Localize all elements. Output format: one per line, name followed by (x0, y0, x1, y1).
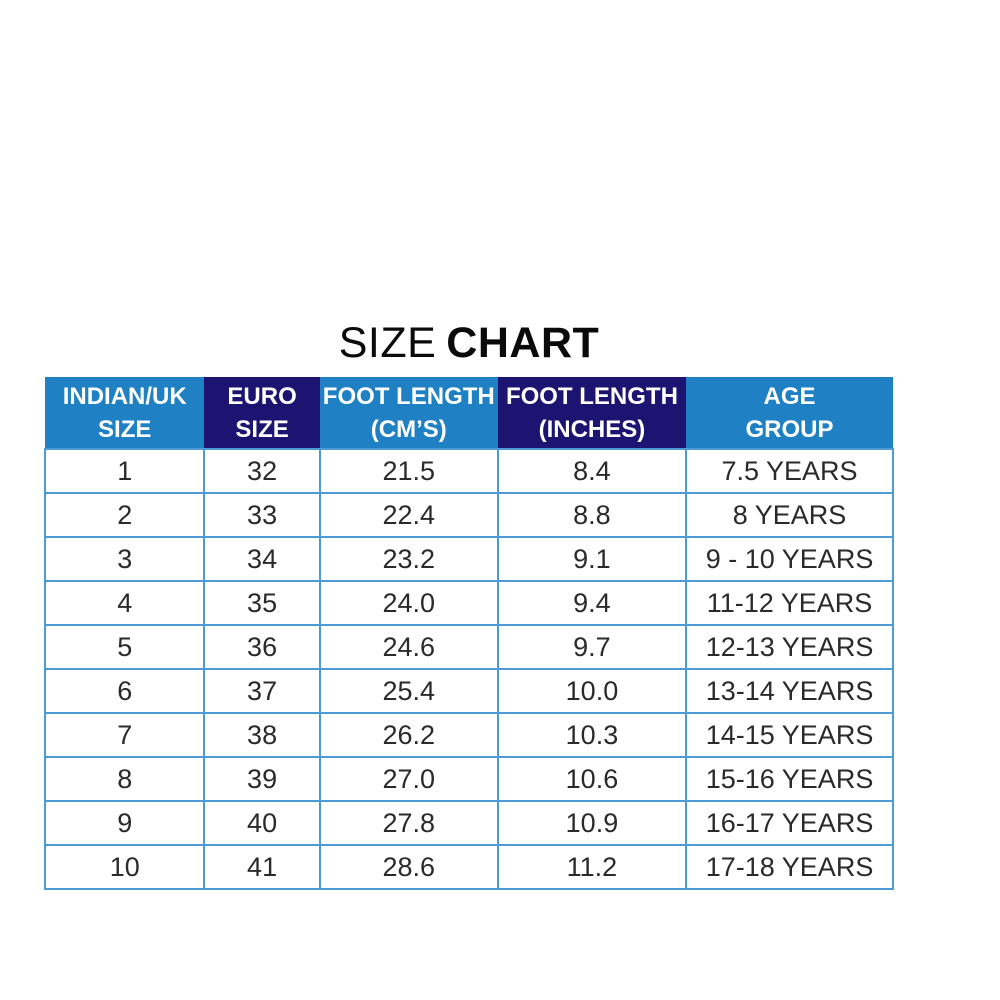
table-body (45, 449, 893, 889)
table-cell: 10.6 (498, 757, 686, 801)
table-cell: 8 YEARS (686, 493, 893, 537)
table-row (45, 449, 893, 493)
header-label-line1: INDIAN/UK (62, 382, 187, 410)
table-cell: 27.0 (320, 757, 498, 801)
table-cell: 37 (204, 669, 319, 713)
table-cell: 8 (45, 757, 204, 801)
table-cell: 10 (45, 845, 204, 889)
table-cell: 36 (204, 625, 319, 669)
table-cell: 32 (204, 449, 319, 493)
table-cell: 26.2 (320, 713, 498, 757)
header-cell-indian-uk-size (45, 377, 204, 449)
table-row (45, 537, 893, 581)
size-chart-table (44, 377, 894, 890)
table-cell: 27.8 (320, 801, 498, 845)
table-cell: 7.5 YEARS (686, 449, 893, 493)
table-cell: 24.6 (320, 625, 498, 669)
table-cell: 7 (45, 713, 204, 757)
header-cell-euro-size (204, 377, 319, 449)
table-cell: 22.4 (320, 493, 498, 537)
table-row (45, 493, 893, 537)
table-cell: 4 (45, 581, 204, 625)
table-row (45, 845, 893, 889)
table-cell: 40 (204, 801, 319, 845)
table-cell: 14-15 YEARS (686, 713, 893, 757)
table-cell: 17-18 YEARS (686, 845, 893, 889)
header-row (45, 377, 893, 449)
table-cell: 3 (45, 537, 204, 581)
table-row (45, 757, 893, 801)
table-row (45, 669, 893, 713)
table-cell: 5 (45, 625, 204, 669)
table-cell: 39 (204, 757, 319, 801)
table-cell: 24.0 (320, 581, 498, 625)
table-cell: 38 (204, 713, 319, 757)
table-cell: 12-13 YEARS (686, 625, 893, 669)
table-cell: 28.6 (320, 845, 498, 889)
header-label-line1: AGE (763, 382, 816, 410)
table-cell: 41 (204, 845, 319, 889)
table-cell: 1 (45, 449, 204, 493)
table-cell: 2 (45, 493, 204, 537)
table-cell: 16-17 YEARS (686, 801, 893, 845)
header-label-line2: SIZE (235, 415, 289, 443)
table-cell: 11.2 (498, 845, 686, 889)
table-cell: 21.5 (320, 449, 498, 493)
header-label-line2: (INCHES) (538, 415, 646, 443)
table-cell: 9.7 (498, 625, 686, 669)
table-row (45, 713, 893, 757)
table-cell: 13-14 YEARS (686, 669, 893, 713)
table-cell: 23.2 (320, 537, 498, 581)
header-cell-foot-length-inches (498, 377, 686, 449)
header-label-line2: SIZE (98, 415, 152, 443)
table-cell: 34 (204, 537, 319, 581)
header-label-line2: GROUP (745, 415, 834, 443)
header-label-line1: FOOT LENGTH (505, 382, 678, 410)
table-cell: 6 (45, 669, 204, 713)
table-cell: 10.3 (498, 713, 686, 757)
table-row (45, 625, 893, 669)
table-row (45, 801, 893, 845)
page-title (44, 320, 894, 366)
table-cell: 10.9 (498, 801, 686, 845)
table-cell: 10.0 (498, 669, 686, 713)
table-cell: 9 (45, 801, 204, 845)
table-cell: 9 - 10 YEARS (686, 537, 893, 581)
table-cell: 11-12 YEARS (686, 581, 893, 625)
table-row (45, 581, 893, 625)
header-cell-age-group (686, 377, 893, 449)
header-label-line1: FOOT LENGTH (322, 382, 495, 410)
table-cell: 9.1 (498, 537, 686, 581)
table-cell: 33 (204, 493, 319, 537)
table-cell: 25.4 (320, 669, 498, 713)
table-cell: 15-16 YEARS (686, 757, 893, 801)
header-label-line2: (CM’S) (370, 415, 447, 443)
title-word-chart: CHART (446, 319, 600, 367)
header-cell-foot-length-cms (320, 377, 498, 449)
title-word-size: SIZE (338, 319, 437, 367)
table-cell: 8.8 (498, 493, 686, 537)
table-cell: 35 (204, 581, 319, 625)
table-cell: 9.4 (498, 581, 686, 625)
table-cell: 8.4 (498, 449, 686, 493)
header-label-line1: EURO (227, 382, 297, 410)
